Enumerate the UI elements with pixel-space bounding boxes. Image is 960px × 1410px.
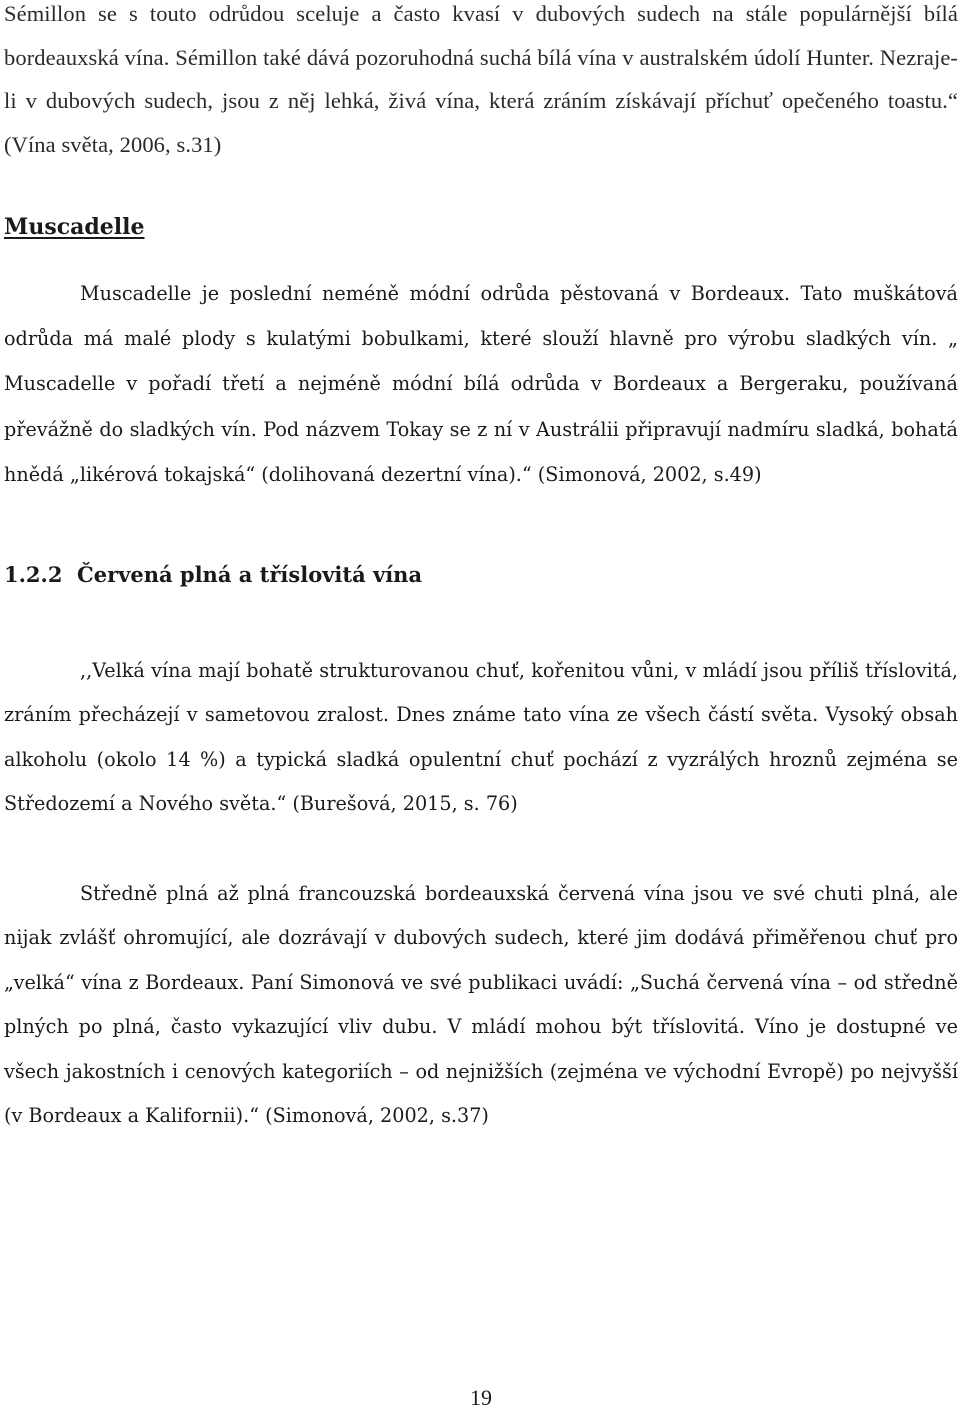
paragraph-muscadelle: Muscadelle je poslední neméně módní odrůda pěstovaná v Bordeaux. Tato muškátová odrůda má malé plody s kulatými bobulkami, které slouží hlavně pro výrobu sladkých vín. „ Muscadelle v pořadí třetí a nejméně módní bílá odrůda v Bordeaux a Bergeraku, používaná převážně do sladkých vín. Pod názvem Tokay se z ní v Austrálii připravují nadmíru sladká, bohatá hnědá „likérová tokajská“ (dolihovaná dezertní vína).“ (Simonová, 2002, s.49): [4, 282, 958, 486]
section-title: Červená plná a tříslovitá vína: [77, 562, 423, 587]
page-number: 19: [470, 1385, 492, 1410]
paragraph-stredne-plna: Středně plná až plná francouzská bordeauxská červená vína jsou ve své chuti plná, ale nijak zvlášť ohromující, ale dozrávají v dubových sudech, které jim dodává přiměřenou chuť pro „velká“ vína z Bordeaux. Paní Simonová ve své publikaci uvádí: „Suchá červená vína – od středně plných po plná, často vykazující vliv dubu. V mládí mohou být tříslovitá. Víno je dostupné ve všech jakostních i cenových kategoriích – od nejnižších (zejména ve východní Evropě) po nejvyšší (v Bordeaux a Kalifornii).“ (Simonová, 2002, s.37): [4, 882, 958, 1128]
paragraph-velka-vina-quote: ,,Velká vína mají bohatě strukturovanou chuť, kořenitou vůni, v mládí jsou příliš tříslovitá, zráním přecházejí v sametovou zralost. Dnes známe tato vína ze všech částí světa. Vysoký obsah alkoholu (okolo 14 %) a typická sladká opulentní chuť pochází z vyzrálých hroznů zejména se Středozemí a Nového světa.“ (Burešová, 2015, s. 76): [4, 659, 958, 816]
paragraph-semillon: Sémillon se s touto odrůdou sceluje a často kvasí v dubových sudech na stále populárnější bílá bordeauxská vína. Sémillon také dává pozoruhodná suchá bílá vína v australském údolí Hunter. Nezraje-li v dubových sudech, jsou z něj lehká, živá vína, která zráním získávají příchuť opečeného toastu.“ (Vína světa, 2006, s.31): [4, 1, 958, 157]
heading-muscadelle: Muscadelle: [4, 214, 145, 240]
section-number: 1.2.2: [4, 562, 63, 587]
section-heading: [4, 562, 422, 587]
